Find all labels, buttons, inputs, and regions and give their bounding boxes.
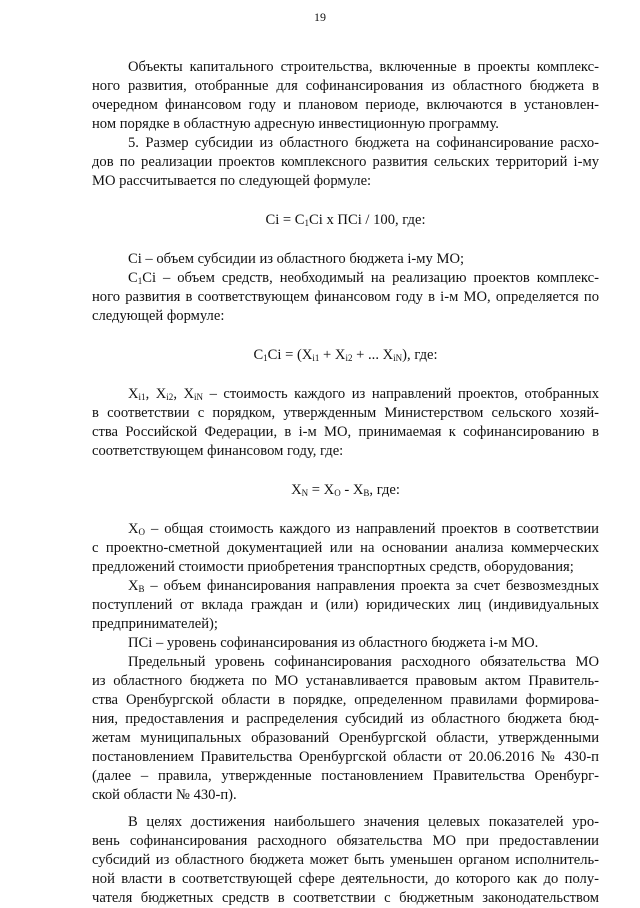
text-line: 5. Размер субсидии из областного бюджета на софинансирование расхо- xyxy=(128,135,599,151)
text-line: МО рассчитывается по следующей формуле: xyxy=(92,173,372,189)
page-number: 19 xyxy=(314,10,326,24)
text-line: Предельный уровень софинансирования расходного обязательства МО xyxy=(128,654,599,670)
text-line: ПСi – уровень софинансирования из областного бюджета i-м МО. xyxy=(128,635,539,651)
text-line: $С_1Сi$ – объем средств, необходимый на реализацию проектов комплекс- xyxy=(128,270,599,286)
definition-xb xyxy=(92,577,599,634)
text-line: очередном финансовом году и плановом периоде, включаются в установлен- xyxy=(92,97,599,113)
text-line: Объекты капитального строительства, включенные в проекты комплекс- xyxy=(128,59,599,75)
text-line: ства Оренбургской области в порядке, определенном правилами формирова- xyxy=(92,692,599,708)
text-line: в соответствии с порядком, утвержденным Министерством сельского хозяй- xyxy=(92,405,599,421)
text-line: ной власти в соответствующей сфере деятельности, до которого как до полу- xyxy=(92,871,599,887)
formula-c1ci: $С_1Сi = (Х_{i1} + Х_{i2}$ + ... $Х_{iN}$), где: xyxy=(253,347,438,363)
text-line: (далее – правила, утвержденные постановлением Правительства Оренбург- xyxy=(92,768,599,784)
text-line: $Х_В$ – объем финансирования направления проекта за счет безвозмездных xyxy=(128,578,599,594)
definition-xo xyxy=(92,520,599,577)
text-line: $Х_{i1}$, $Х_{i2}$, $Х_{iN}$ – стоимость каждого из направлений проектов, отобранных xyxy=(128,386,599,402)
paragraph-target-indicators xyxy=(92,813,599,908)
text-line: ного развития в соответствующем финансовом году в i-м МО, определяется по xyxy=(92,289,599,305)
text-line: ства Российской Федерации, в i-м МО, принимаемая к софинансированию в xyxy=(92,424,599,440)
text-line: субсидий из областного бюджета может быть уменьшен органом исполнитель- xyxy=(92,852,599,868)
definition-ci xyxy=(92,250,599,269)
definition-c1ci xyxy=(92,269,599,326)
text-line: чателя бюджетных средств в соответствии с бюджетным законодательством xyxy=(92,890,599,906)
text-line: вень софинансирования расходного обязательства МО при предоставлении xyxy=(92,833,599,849)
definition-psi xyxy=(92,634,599,653)
formula-xn: $Х_N = Х_О - Х_В$, где: xyxy=(291,482,400,498)
formula-subsidy: Сi = $С_1Сi$ х ПСi / 100, где: xyxy=(265,212,426,228)
text-line: соответствующем финансовом году, где: xyxy=(92,443,344,459)
text-line: следующей формуле: xyxy=(92,308,225,324)
text-line: предпринимателей); xyxy=(92,616,218,632)
text-line: жетам муниципальных образований Оренбургской области, утвержденными xyxy=(92,730,599,746)
text-line: из областного бюджета по МО устанавливается правовым актом Правитель- xyxy=(92,673,599,689)
text-line: ния, предоставления и распределения субсидий из областного бюджета бюд- xyxy=(92,711,599,727)
text-line: предложений стоимости приобретения транспортных средств, оборудования; xyxy=(92,559,574,575)
definition-xi xyxy=(92,385,599,461)
text-line: постановлением Правительства Оренбургской области от 20.06.2016 № 430-п xyxy=(92,749,599,765)
paragraph-limit-level xyxy=(92,653,599,805)
text-line: ном порядке в областную адресную инвестиционную программу. xyxy=(92,116,499,132)
text-line: Сi – объем субсидии из областного бюджета i-му МО; xyxy=(128,251,465,267)
paragraph-capital-objects xyxy=(92,58,599,134)
text-line: с проектно-сметной документацией или на основании анализа коммерческих xyxy=(92,540,599,556)
text-line: $Х_О$ – общая стоимость каждого из направлений проектов в соответствии xyxy=(128,521,599,537)
document-body xyxy=(92,58,599,908)
text-line: ного развития, отобранные для софинансирования из областного бюджета в xyxy=(92,78,599,94)
text-line: поступлений от вклада граждан и (или) юридических лиц (индивидуальных xyxy=(92,597,599,613)
text-line: ской области № 430-п). xyxy=(92,787,237,803)
text-line: В целях достижения наибольшего значения целевых показателей уро- xyxy=(128,814,599,830)
paragraph-subsidy-size xyxy=(92,134,599,191)
text-line: дов по реализации проектов комплексного развития сельских территорий i-му xyxy=(92,154,599,170)
